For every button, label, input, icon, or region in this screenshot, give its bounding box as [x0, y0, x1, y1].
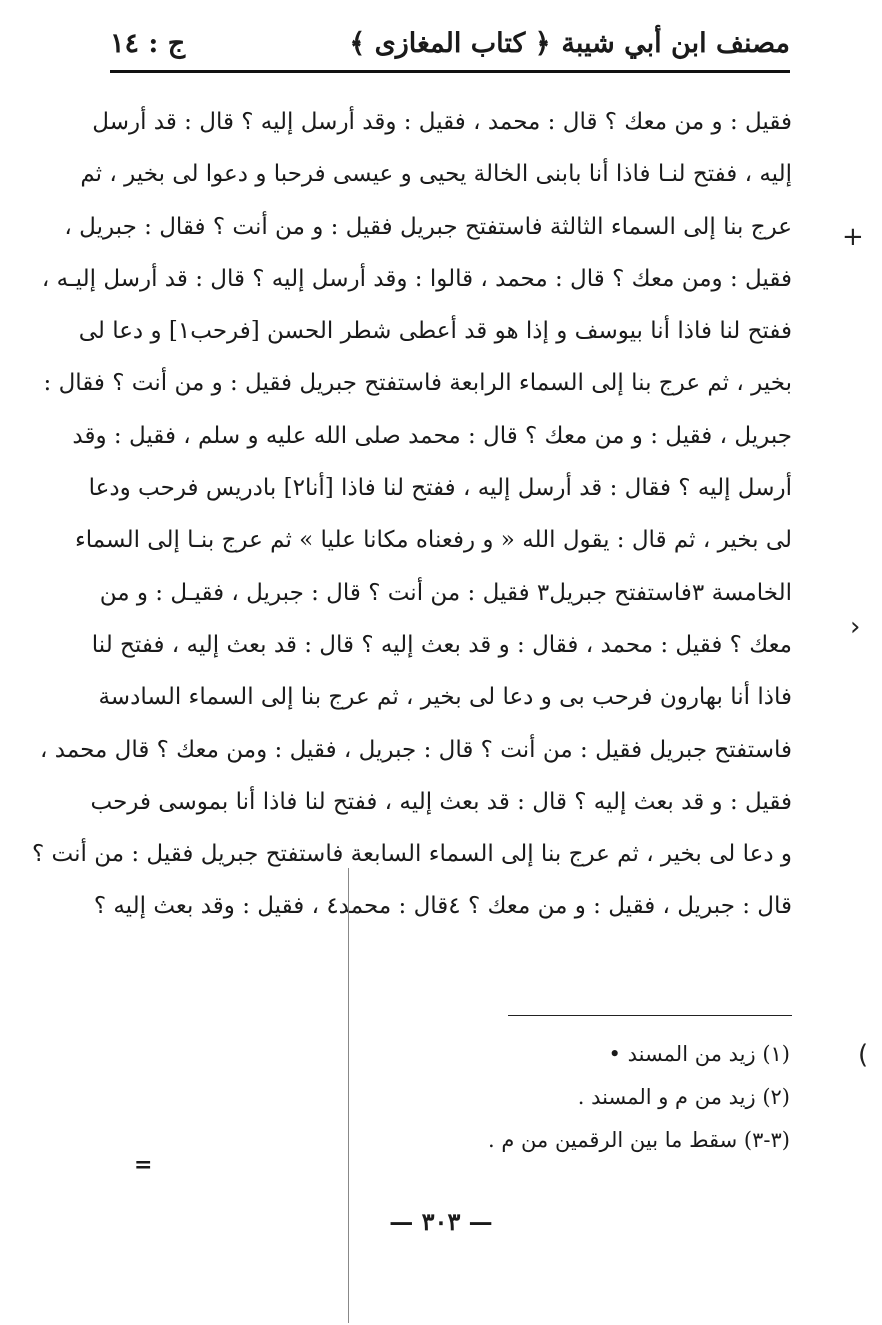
text-line: لى بخير ، ثم قال : يقول الله « و رفعناه مكانا عليا » ثم عرج بنـا إلى السماء [74, 527, 792, 554]
text-line: فقيل : ومن معك ؟ قال : محمد ، قالوا : وقد أرسل إليه ؟ قال : قد أرسل إليـه ، [41, 265, 792, 292]
text-line: عرج بنا إلى السماء الثالثة فاستفتح جبريل فقيل : و من أنت ؟ فقال : جبريل ، [64, 213, 792, 240]
footnote: (٢) زيد من م و المسند . [577, 1085, 790, 1109]
text-line: بخير ، ثم عرج بنا إلى السماء الرابعة فاستفتح جبريل فقيل : و من أنت ؟ فقال : [43, 370, 792, 397]
text-line: فقيل : و قد بعث إليه ؟ قال : قد بعث إليه ، ففتح لنا فاذا أنا بموسى فرحب [90, 788, 792, 815]
book-title: مصنف ابن أبي شيبة [561, 28, 790, 59]
scan-fold-line [348, 868, 349, 1323]
footnote: (٣-٣) سقط ما بين الرقمين من م . [488, 1128, 790, 1152]
footnote: (١) زيد من المسند • [608, 1042, 790, 1066]
header-rule [110, 70, 790, 73]
text-line: و دعا لى بخير ، ثم عرج بنا إلى السماء السابعة فاستفتح جبريل فقيل : من أنت ؟ [32, 841, 792, 868]
main-text [32, 96, 792, 933]
text-line: جبريل ، فقيل : و من معك ؟ قال : محمد صلى الله عليه و سلم ، فقيل : وقد [72, 422, 792, 449]
text-line: فاستفتح جبريل فقيل : من أنت ؟ قال : جبريل ، فقيل : ومن معك ؟ قال محمد ، [40, 736, 792, 763]
text-line: معك ؟ فقيل : محمد ، فقال : و قد بعث إليه ؟ قال : قد بعث إليه ، ففتح لنا [91, 631, 792, 658]
margin-tick-mark: ( [858, 1040, 869, 1070]
footnote-rule [508, 1015, 792, 1016]
text-line: أرسل إليه ؟ فقال : قد أرسل إليه ، ففتح لنا فاذا [أنا٢] بادريس فرحب ودعا [88, 475, 792, 502]
text-line: قال : جبريل ، فقيل : و من معك ؟ ٤قال : محمد٤ ، فقيل : وقد بعث إليه ؟ [93, 893, 792, 920]
margin-cross-mark: + [842, 222, 864, 252]
text-line: ففتح لنا فاذا أنا بيوسف و إذا هو قد أعطى شطر الحسن [فرحب١] و دعا لى [78, 318, 792, 345]
text-line: إليه ، ففتح لنـا فاذا أنا بابنى الخالة يحيى و عيسى فرحبا و دعوا لى بخير ، ثم [80, 161, 792, 188]
running-header [110, 22, 790, 72]
footnotes [370, 1034, 790, 1163]
volume-number: ج : ١٤ [110, 28, 186, 59]
section-title: ﴿ كتاب المغازى ﴾ [349, 28, 551, 59]
text-line: فاذا أنا بهارون فرحب بى و دعا لى بخير ، ثم عرج بنا إلى السماء السادسة [98, 684, 792, 711]
continuation-mark: = [134, 1152, 153, 1178]
page-number: — ٣٠٣ — [389, 1207, 493, 1236]
text-line: فقيل : و من معك ؟ قال : محمد ، فقيل : وقد أرسل إليه ؟ قال : قد أرسل [92, 109, 792, 135]
text-line: الخامسة ٣فاستفتح جبريل٣ فقيل : من أنت ؟ قال : جبريل ، فقيـل : و من [99, 579, 792, 606]
margin-tick-mark: › [850, 612, 861, 642]
